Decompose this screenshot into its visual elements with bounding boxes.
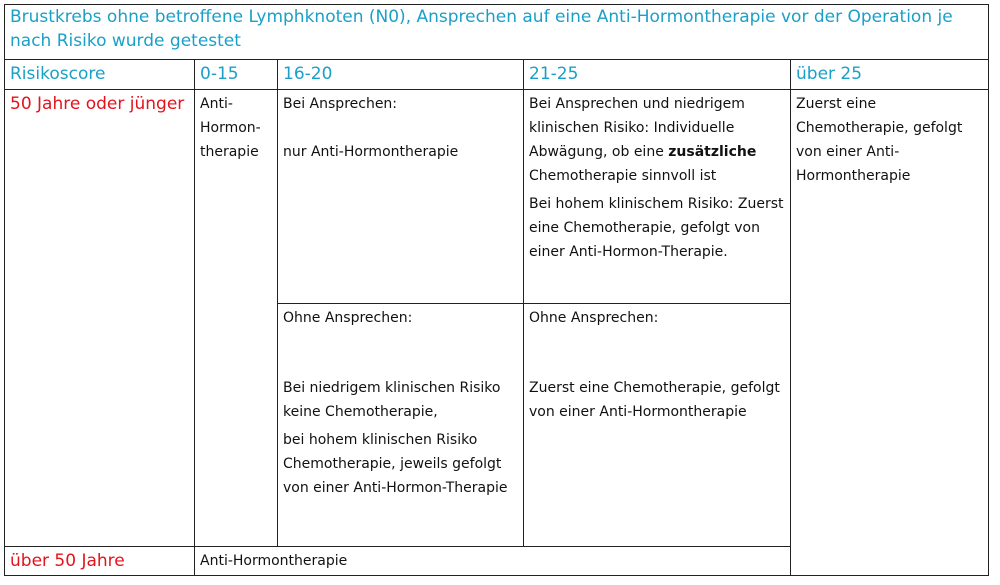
row-label-old: über 50 Jahre <box>5 546 195 575</box>
header-16-20: 16-20 <box>278 59 524 89</box>
young-21-25-p1-post: Chemotherapie sinnvoll ist <box>529 168 717 185</box>
cell-old-therapy: Anti-Hormontherapie <box>195 546 791 575</box>
risk-table <box>4 4 989 576</box>
young-16-20-no-response-p1: Bei niedrigem klinischen Risiko keine Chemotherapie, <box>283 379 501 420</box>
young-21-25-no-response-heading: Ohne Ansprechen: <box>529 309 659 326</box>
young-21-25-response-p1 <box>529 92 785 188</box>
header-over-25: über 25 <box>791 59 989 89</box>
header-21-25: 21-25 <box>524 59 791 89</box>
cell-young-16-20-response <box>278 90 524 304</box>
young-21-25-no-response-body: Zuerst eine Chemotherapie, gefolgt von einer Anti-Hormontherapie <box>529 379 780 420</box>
cell-young-21-25-response <box>524 90 791 304</box>
young-0-15-text: Anti-Hormon-therapie <box>200 96 261 161</box>
young-21-25-p1-pre: Bei Ansprechen und niedrigem klinischen Risiko: Individuelle Abwägung, ob eine <box>529 96 745 161</box>
risk-table-container <box>4 4 988 576</box>
young-over-25-text: Zuerst eine Chemotherapie, gefolgt von einer Anti-Hormontherapie <box>796 96 963 185</box>
young-21-25-response-p2: Bei hohem klinischem Risiko: Zuerst eine Chemotherapie, gefolgt von einer Anti-Hormon-Therapie. <box>529 196 784 261</box>
cell-young-16-20-no-response <box>278 303 524 546</box>
cell-young-over-25 <box>791 90 989 576</box>
young-16-20-response-heading: Bei Ansprechen: <box>283 96 398 113</box>
young-16-20-no-response-p2: bei hohem klinischen Risiko Chemotherapie, jeweils gefolgt von einer Anti-Hormon-Therapie <box>283 431 508 496</box>
cell-young-0-15 <box>195 90 278 547</box>
young-21-25-p1-bold: zusätzliche <box>668 144 757 161</box>
young-16-20-no-response-heading: Ohne Ansprechen: <box>283 309 413 326</box>
young-16-20-response-body: nur Anti-Hormontherapie <box>283 144 459 161</box>
header-0-15: 0-15 <box>195 59 278 89</box>
cell-young-21-25-no-response <box>524 303 791 546</box>
header-risk-score: Risikoscore <box>5 59 195 89</box>
table-title: Brustkrebs ohne betroffene Lymphknoten (N0), Ansprechen auf eine Anti-Hormontherapie vor der Operation je nach Risiko wurde getestet <box>5 5 989 60</box>
row-label-young: 50 Jahre oder jünger <box>5 90 195 547</box>
